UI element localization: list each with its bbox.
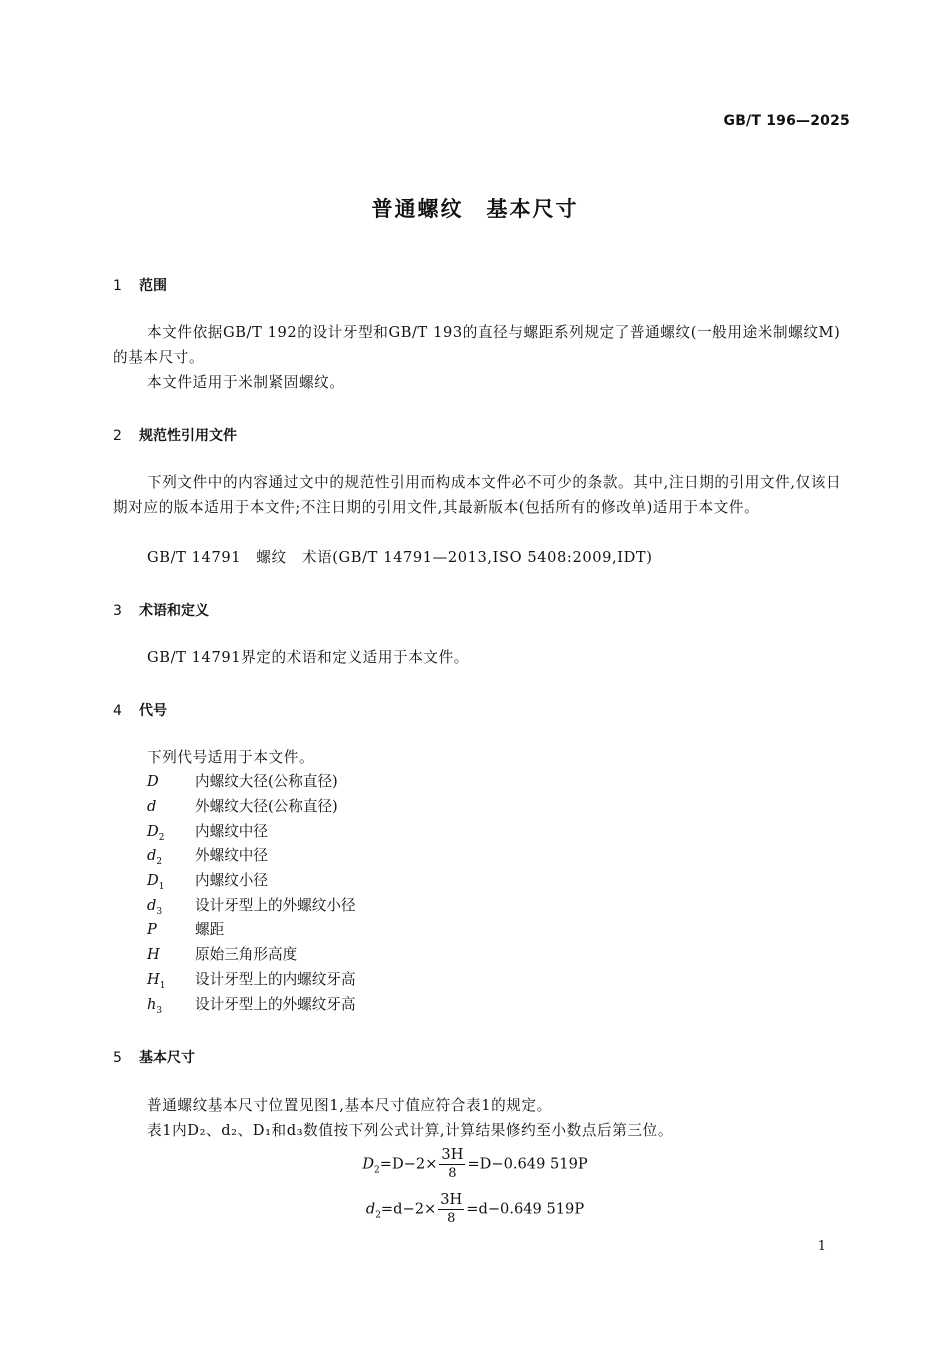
symbol-description: 设计牙型上的外螺纹小径 — [195, 897, 356, 914]
symbol-description: 外螺纹大径(公称直径) — [195, 798, 338, 815]
formula-d2-internal — [0, 1146, 950, 1183]
symbol-row — [147, 920, 224, 946]
symbol-description: 内螺纹中径 — [195, 823, 268, 840]
section-heading-5 — [113, 1047, 195, 1067]
page-number: 1 — [817, 1239, 826, 1254]
formula-lhs: D — [362, 1155, 375, 1173]
symbol: $D_1$ — [147, 872, 165, 892]
paragraph: 下列文件中的内容通过文中的规范性引用而构成本文件必不可少的条款。其中,注日期的引用文件,仅该日期对应的版本适用于本文件;不注日期的引用文件,其最新版本(包括所有的修改单)适用于本文件。 — [113, 474, 842, 516]
section-title: 范围 — [139, 278, 167, 294]
symbol-row — [147, 970, 356, 996]
section-heading-1 — [113, 275, 167, 295]
symbol-row — [147, 822, 268, 848]
symbol-description: 内螺纹小径 — [195, 872, 268, 889]
paragraph: GB/T 14791界定的术语和定义适用于本文件。 — [147, 649, 470, 666]
formula-lhs: d — [365, 1200, 376, 1218]
symbol-row — [147, 995, 356, 1021]
symbol-row — [147, 945, 297, 971]
fraction-denominator: 8 — [448, 1166, 457, 1181]
symbol-description: 螺距 — [195, 921, 225, 938]
symbol: $H_1$ — [147, 971, 166, 991]
section-title: 代号 — [139, 703, 167, 719]
section-number: 1 — [113, 278, 122, 294]
section-title: 术语和定义 — [139, 603, 209, 619]
paragraph: 本文件依据GB/T 192的设计牙型和GB/T 193的直径与螺距系列规定了普通螺纹(一般用途米制螺纹M)的基本尺寸。 — [113, 324, 841, 366]
symbol-row — [147, 797, 338, 823]
formula-middle: =D−2× — [379, 1155, 438, 1173]
fraction-denominator: 8 — [447, 1211, 456, 1226]
symbol: $d_2$ — [147, 847, 163, 867]
section-number: 2 — [113, 428, 122, 444]
formula-rhs: =d−0.649 519P — [466, 1200, 585, 1218]
reference-entry: GB/T 14791 螺纹 术语(GB/T 14791—2013,ISO 5408:2009,IDT) — [147, 549, 653, 566]
paragraph: 表1内D₂、d₂、D₁和d₃数值按下列公式计算,计算结果修约至小数点后第三位。 — [147, 1122, 674, 1139]
page-title: 普通螺纹 基本尺寸 — [371, 197, 579, 221]
fraction-numerator: 3H — [441, 1146, 464, 1163]
section-title: 基本尺寸 — [139, 1050, 195, 1066]
formula-lhs-sub: 2 — [374, 1165, 380, 1176]
symbol: $d_3$ — [147, 897, 163, 917]
symbol-row — [147, 871, 268, 897]
symbol-row — [147, 846, 268, 872]
paragraph: 普通螺纹基本尺寸位置见图1,基本尺寸值应符合表1的规定。 — [147, 1097, 552, 1114]
section-heading-3 — [113, 600, 209, 620]
paragraph: 下列代号适用于本文件。 — [147, 749, 315, 766]
symbol-description: 设计牙型上的内螺纹牙高 — [195, 971, 356, 988]
symbol-description: 内螺纹大径(公称直径) — [195, 773, 338, 790]
symbol: H — [147, 946, 160, 963]
section-number: 3 — [113, 603, 122, 619]
symbol: P — [147, 921, 157, 938]
formula-middle: =d−2× — [380, 1200, 437, 1218]
symbol: d — [147, 798, 157, 815]
symbol-row — [147, 772, 338, 798]
section-number: 4 — [113, 703, 122, 719]
symbol-description: 原始三角形高度 — [195, 946, 298, 963]
fraction-numerator: 3H — [440, 1191, 463, 1208]
symbol: $h_3$ — [147, 996, 163, 1016]
paragraph: 本文件适用于米制紧固螺纹。 — [147, 374, 345, 391]
fraction — [438, 1191, 464, 1228]
standard-code: GB/T 196—2025 — [723, 113, 850, 129]
formula-lhs-sub: 2 — [375, 1210, 381, 1221]
fraction — [439, 1146, 465, 1183]
section-number: 5 — [113, 1050, 122, 1066]
section-title: 规范性引用文件 — [139, 428, 237, 444]
section-heading-2 — [113, 425, 237, 445]
section-heading-4 — [113, 700, 167, 720]
symbol-description: 外螺纹中径 — [195, 847, 268, 864]
symbol-row — [147, 896, 356, 922]
symbol: $D_2$ — [147, 823, 165, 843]
formula-rhs: =D−0.649 519P — [467, 1155, 588, 1173]
symbol: D — [147, 773, 159, 790]
formula-d2-external — [0, 1191, 950, 1228]
symbol-description: 设计牙型上的外螺纹牙高 — [195, 996, 356, 1013]
